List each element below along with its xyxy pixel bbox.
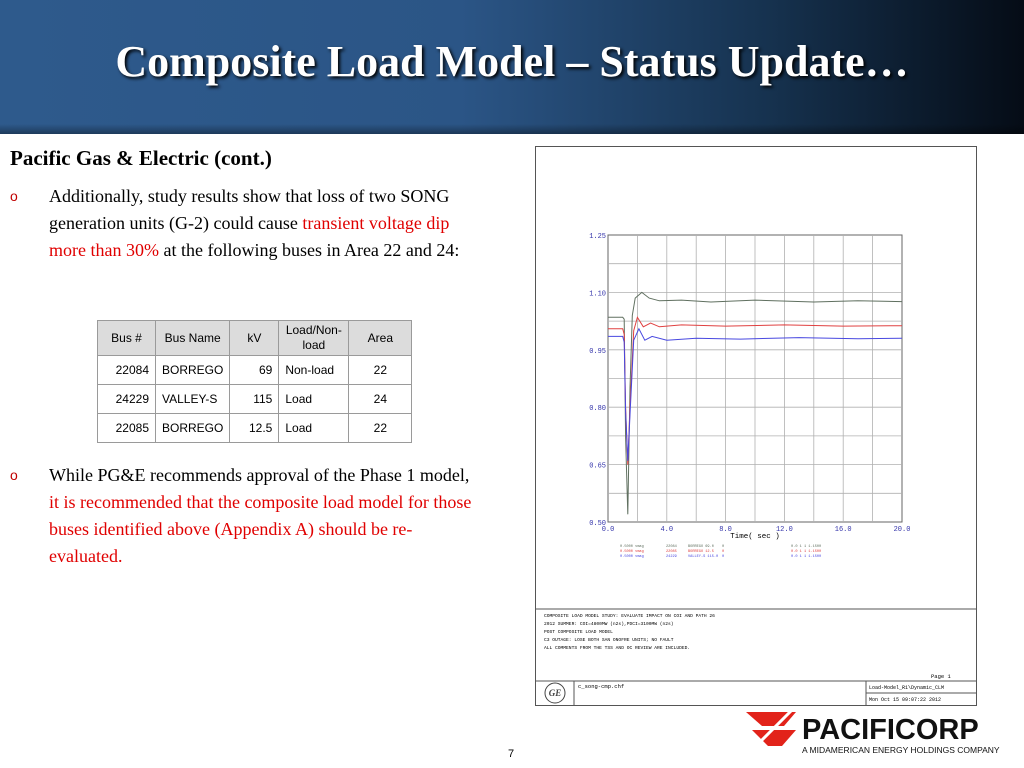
slide-title: Composite Load Model – Status Update…: [115, 37, 909, 86]
table-cell: VALLEY-S: [156, 385, 230, 414]
table-cell: BORREGO: [156, 414, 230, 443]
legend-entry: 22085: [666, 550, 677, 554]
legend-entry: 0: [722, 545, 725, 549]
section-heading: Pacific Gas & Electric (cont.): [10, 146, 272, 170]
y-tick-label: 0.95: [589, 347, 606, 356]
plot-note: 2012 SUMMER: COI=4800MW (n2s),PDCI=3100MW (n2s): [544, 622, 674, 627]
table-cell: Non-load: [279, 356, 349, 385]
table-cell: 115: [230, 385, 279, 414]
legend-entry: 0.0 1 1 1.1500: [791, 550, 822, 554]
col-header-load: Load/Non-load: [279, 321, 349, 356]
plot-note: C3 OUTAGE: LOSE BOTH SAN ONOFRE UNITS; NO FAULT: [544, 638, 674, 643]
y-tick-labels: [589, 233, 606, 528]
legend-entry: 0.0 1 1 1.1500: [791, 555, 822, 559]
x-tick-label: 4.0: [660, 526, 674, 534]
table-cell: BORREGO: [156, 356, 230, 385]
table-cell: 22085: [98, 414, 156, 443]
bullet-text: [49, 462, 478, 570]
pacificorp-logo: [744, 708, 1016, 758]
bullet-marker: o: [10, 188, 18, 204]
table-row: [98, 414, 412, 443]
plot-note: POST COMPOSITE LOAD MODEL: [544, 630, 613, 635]
table-cell: 24229: [98, 385, 156, 414]
x-tick-label: 16.0: [834, 526, 852, 534]
table-cell: 22084: [98, 356, 156, 385]
legend-entry: BORREGO 12.5: [688, 550, 714, 554]
legend-entry: 0.5000 vmag: [620, 545, 644, 549]
legend-entry: 24229: [666, 555, 677, 559]
bullet-study-results: [10, 183, 478, 264]
col-header-area: Area: [349, 321, 412, 356]
title-banner: [0, 0, 1024, 134]
bullet-highlight: it is recommended that the composite load model for those buses identified above (Appendix A) should be re-evaluated.: [49, 492, 472, 566]
legend-entry: 0.5000 vmag: [620, 550, 644, 554]
pacificorp-logo-svg: [744, 708, 1016, 758]
bullet-highlight: transient voltage dip more than 30%: [49, 213, 450, 260]
legend-entry: 0: [722, 555, 725, 559]
bullet-text-part: While PG&E recommends approval of the Phase 1 model,: [49, 465, 470, 485]
page-label: Page 1: [931, 673, 951, 680]
x-axis-label: Time( sec ): [730, 533, 780, 541]
table-header-row: [98, 321, 412, 356]
col-header-kv: kV: [230, 321, 279, 356]
table-row: [98, 385, 412, 414]
x-tick-label: 20.0: [893, 526, 911, 534]
y-tick-label: 0.50: [589, 520, 606, 528]
y-tick-label: 0.80: [589, 405, 606, 414]
bullet-text: [49, 183, 478, 264]
table-row: [98, 356, 412, 385]
plot-legend: [620, 545, 821, 559]
page-number: 7: [508, 748, 515, 760]
legend-entry: 22084: [666, 545, 677, 549]
x-tick-label: 12.0: [775, 526, 793, 534]
logo-wordmark: PACIFICORP: [802, 714, 979, 746]
table-cell: 69: [230, 356, 279, 385]
table-cell: Load: [279, 385, 349, 414]
table-cell: 22: [349, 414, 412, 443]
legend-entry: BORREGO 69.0: [688, 545, 714, 549]
footer-case: Load-Model_R1\Dynamic_CLM: [869, 685, 945, 691]
col-header-bus-num: Bus #: [98, 321, 156, 356]
bullet-marker: o: [10, 467, 18, 483]
voltage-plot-image: [535, 146, 977, 706]
plot-note: COMPOSITE LOAD MODEL STUDY: EVALUATE IMPACT ON COI AND PATH 26: [544, 614, 715, 619]
bus-table: [97, 320, 412, 443]
table-cell: Load: [279, 414, 349, 443]
y-tick-label: 1.10: [589, 290, 606, 299]
plot-notes: [544, 613, 715, 651]
x-tick-label: 8.0: [719, 526, 732, 534]
logo-tagline: A MIDAMERICAN ENERGY HOLDINGS COMPANY: [802, 745, 1000, 755]
col-header-bus-name: Bus Name: [156, 321, 230, 356]
y-tick-label: 1.25: [589, 233, 606, 241]
ge-logo-text: GE: [548, 688, 562, 698]
legend-entry: 0.5000 vmag: [620, 555, 644, 559]
bullet-recommendation: [10, 462, 478, 570]
table-cell: 22: [349, 356, 412, 385]
y-tick-label: 0.65: [589, 462, 606, 471]
legend-entry: 0.0 1 1 1.1500: [791, 545, 822, 549]
table-cell: 24: [349, 385, 412, 414]
legend-entry: 0: [722, 550, 725, 554]
footer-date: Mon Oct 15 09:07:22 2012: [869, 697, 942, 703]
plot-note: ALL COMMENTS FROM THE TSS AND OC REVIEW ARE INCLUDED.: [544, 646, 691, 651]
legend-entry: VALLEY-S 115.0: [688, 555, 719, 559]
footer-file: c_song-cmp.chf: [578, 683, 625, 690]
bullet-text-part: Additionally, study results show that loss of two SONG generation units (G-2) could cause: [49, 186, 450, 233]
table-cell: 12.5: [230, 414, 279, 443]
x-tick-label: 0.0: [601, 526, 615, 534]
voltage-plot: [536, 147, 976, 705]
bullet-text-part: at the following buses in Area 22 and 24:: [158, 240, 460, 260]
